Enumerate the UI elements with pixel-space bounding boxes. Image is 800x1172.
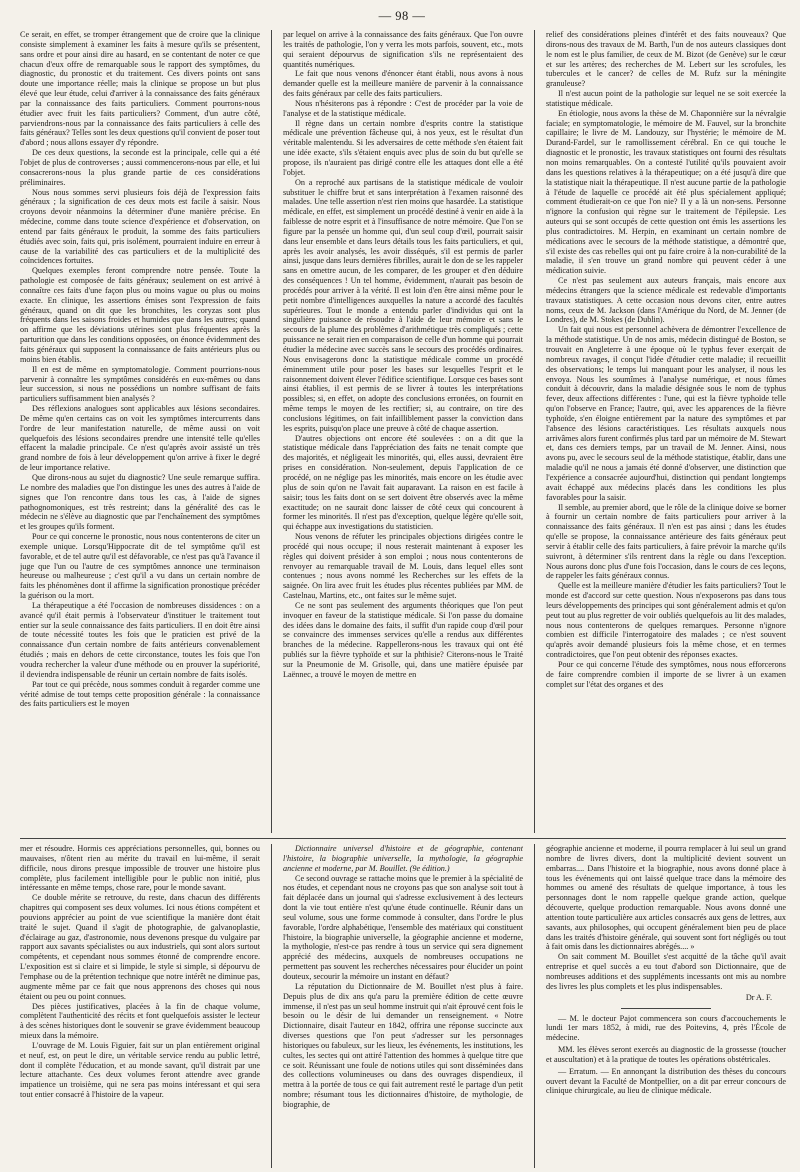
column-1-bottom: [20, 844, 260, 1168]
paragraph: Il semble, au premier abord, que le rôle de la clinique doive se borner à fournir un certain nombre de faits particuliers pour arriver à la connaissance des faits généraux. Il n'en est pas ainsi ; dans les études qu'elle se propose, la connaissance antérieure des faits généraux peut servir à établir celle des faits particuliers, à faire prévoir la marche qu'ils suivront, à déterminer s'ils rentrent dans la règle ou dans l'exception. Nous aurons donc plus d'une fois l'occasion, dans le cours de ces leçons, de rappeler les faits généraux connus.: [546, 502, 786, 581]
column-2-top: [283, 30, 523, 833]
column-3-top: [546, 30, 786, 833]
paragraph: Il en est de même en symptomatologie. Comment pourrions-nous parvenir à connaître les symptômes considérés en eux-mêmes ou dans leur succession, si nous ne possédions un nombre suffisant de faits particuliers suffisamment bien analysés ?: [20, 364, 260, 404]
paragraph: La thérapeutique a été l'occasion de nombreuses dissidences : on a avancé qu'il était permis à l'observateur d'instituer le traitement tout entier sur la seule connaissance des faits particuliers. Il en doit être ainsi de toute nécessité toutes les fois que le praticien est privé de la connaissance d'un certain nombre de faits antérieurs convenablement étudiés ; mais en dehors de cette circonstance, toutes les fois que l'on voudra rechercher la valeur d'une méthode ou en prouver la supériorité, il deviendra indispensable de réunir un certain nombre de faits isolés.: [20, 600, 260, 679]
paragraph: Ce second ouvrage se rattache moins que le premier à la spécialité de nos études, et cependant nous ne croyons pas que son analyse soit tout à fait déplacée dans un journal qui s'adresse exclusivement à des lecteurs dont la vie tout entière n'est qu'une étude continuelle. Réunir dans un seul volume, sous une forme commode à consulter, dans l'ordre le plus favorable, l'ordre alphabétique, l'ensemble des matériaux qui constituent l'histoire, la biographie universelle, la géographie ancienne et moderne, la mythologie, n'est-ce pas rendre à tous un service qui sera dignement apprécié des médecins, auxquels de nombreuses occupations ne permettent pas souvent les recherches nécessaires pour élucider un point douteux, secourir la mémoire un instant en défaut?: [283, 873, 523, 981]
paragraph: Le fait que nous venons d'énoncer étant établi, nous avons à nous demander quelle est la meilleure manière de parvenir à la connaissance des faits généraux par celle des faits particuliers.: [283, 69, 523, 99]
paragraph: Nous venons de réfuter les principales objections dirigées contre le procédé qui nous occupe; il nous resterait maintenant à exposer les règles qui doivent présider à son emploi ; nous nous contenterons de renvoyer au remarquable travail de M. Louis, dans lequel elles sont contenues ; nous avons nommé les Recherches sur les effets de la saignée. On lira avec fruit les études plus récentes publiées par MM. de Castelnau, Martins, etc., ont faites sur le même sujet.: [283, 532, 523, 601]
paragraph: Quelle est la meilleure manière d'étudier les faits particuliers? Tout le monde est d'accord sur cette question. Nous n'exposerons pas dans tous leurs développements des principes qui sont généralement admis et qu'on peut tout au plus regretter de voir oubliés quelquefois au lit des malades, nous nous contenterons de quelques remarques. Personne n'ignore combien est difficile l'interrogatoire des malades ; ce n'est souvent qu'après avoir demandé plusieurs fois la même chose, et en termes contradictoires, que l'on peut obtenir des réponses exactes.: [546, 581, 786, 660]
paragraph: Par tout ce qui précède, nous sommes conduit à regarder comme une vérité admise de tout temps cette proposition générale : la connaissance des faits particuliers est le moyen: [20, 679, 260, 709]
column-rule-4: [534, 844, 535, 1168]
author-signature: Dr A. F.: [745, 992, 772, 1002]
page-header: [22, 6, 782, 26]
column-rule-3: [271, 844, 272, 1168]
paragraph: Des pièces justificatives, placées à la fin de chaque volume, complètent l'authenticité des récits et font quelquefois assister le lecteur à des scènes historiques dont le souvenir se grave évidemment beaucoup mieux dans la mémoire.: [20, 1001, 260, 1041]
paragraph: Il n'est aucun point de la pathologie sur lequel ne se soit exercée la statistique médicale.: [546, 89, 786, 108]
paragraph: Nous n'hésiterons pas à répondre : C'est de procéder par la voie de l'analyse et de la statistique médicale.: [283, 98, 523, 118]
paragraph: Ce n'est pas seulement aux auteurs français, mais encore aux médecins étrangers que la science médicale est redevable d'importants travaux statistiques. A cette occasion nous devons citer, entre autres noms, ceux de M. Jackson (dans l'Amérique du Nord, de M. Jenner (de Londres), de M. Stokes (de Dublin).: [546, 276, 786, 325]
news-items: [546, 1014, 786, 1097]
news-divider: [621, 1008, 711, 1009]
paragraph: Pour ce qui concerne le pronostic, nous nous contenterons de citer un exemple unique. Lorsqu'Hippocrate dit de tel symptôme qu'il est favorable, et de tel autre qu'il est défavorable, ce n'est pas qu'à l'avance il juge que l'un ou l'autre de ces symptômes annonce une terminaison heureuse ou malheureuse ; c'est qu'il a vu dans un certain nombre de faits les phénomènes dont il affirme la signification pronostique précéder la guérison ou la mort.: [20, 532, 260, 601]
paragraph: Pour ce qui concerne l'étude des symptômes, nous nous efforcerons de faire comprendre combien il importe de se livrer à un examen complet sur l'état des organes et des: [546, 660, 786, 689]
paragraph: relief des considérations pleines d'intérêt et des faits nouveaux? Que dirons-nous des travaux de M. Barth, l'un de nos auteurs classiques dont le nom est le plus familier, de ceux de M. Bizot (de Genève) sur le cœur et sur les artères; des recherches de M. Lebert sur les scrofules, les tubercules et le cancer? de celles de M. Rufz sur la méningite granuleuse?: [546, 30, 786, 89]
paragraph: Ce double mérite se retrouve, du reste, dans chacun des différents chapitres qui composent ses deux volumes. Ici nous étions compétent et pouvions apprécier au point de vue scientifique la manière dont était traité le sujet. Quand il s'agit de photographie, de galvanoplastie, d'éclairage au gaz, d'astronomie, nous devenons presque du vulgaire par rapport aux savants spécialistes ou aux industriels, qui sont alors surtout compétents, et cependant nous sommes étonné de comprendre encore. L'exposition est si claire et si limpide, le style si simple, si dépourvu de l'emphase ou de la prétention technique que notre intérêt ne diminue pas, augmente même par ce fait que nous apprenons des choses qui nous étaient ou peu ou point connues.: [20, 893, 260, 1001]
paragraph: Nous nous sommes servi plusieurs fois déjà de l'expression faits généraux ; la signification de ces deux mots est facile à saisir. Nous croyons devoir néanmoins la déterminer d'une manière précise. En médecine, comme dans toute science d'expérience et d'observation, on entend par faits généraux le produit, la somme des faits particuliers étudiés avec soin, faits qui, pris isolément, pourraient induire en erreur à cause de la variabilité des cas particuliers et de la multiplicité des coïncidences fortuites.: [20, 187, 260, 266]
review-title: Dictionnaire universel d'histoire et de géographie, contenant l'histoire, la biographie universelle, la mythologie, la géographie ancienne et moderne, par M. Bouillet. (9e édition.): [283, 844, 523, 873]
column-rule-2: [534, 30, 535, 833]
column-rule-1: [271, 30, 272, 833]
section-divider: [20, 838, 786, 839]
paragraph: Ce ne sont pas seulement des arguments théoriques que l'on peut invoquer en faveur de la statistique médicale. Si l'on passe du domaine des idées dans le domaine des faits, il suffit d'un rapide coup d'œil pour se convaincre des immenses services qu'elle a rendus aux différentes branches de la médecine. Rappellerons-nous les travaux qui ont été publiés sur la fièvre typhoïde et sur la phthisie? Citerons-nous le Traité sur la Pneumonie de M. Grisolle, qui, dans une matière épuisée par Laënnec, a trouvé le moyen de mettre en: [283, 600, 523, 679]
paragraph: En étiologie, nous avons la thèse de M. Chaponnière sur la névralgie faciale; en symptomatologie, le mémoire de M. Fauvel, sur la bronchite capillaire; le livre de M. Landouzy, sur l'hystérie; le mémoire de M. Durand-Fardel, sur le ramollissement cérébral. En ce qui touche le diagnostic et le pronostic, les travaux statistiques ont fourni des résultats non moins remarquables. On a contesté l'utilité qu'ils pouvaient avoir dans les questions relatives à la thérapeutique; on a été jusqu'à dire que la statistique niait la thérapeutique. Il n'est aucune partie de la pathologie à l'étude de laquelle ce procédé ait été plus spécialement appliqué; comment étudierait-on ce que l'on nie? Il y a là un non-sens. Personne n'ignore la confusion qui règne sur le traitement de l'épilepsie. Les auteurs qui se sont occupés de cette question ont émis les assertions les plus contradictoires. M. Herpin, en examinant un certain nombre de médications avec le secours de la méthode statistique, a démontré que, s'il existe des cas rebelles qui ont pu faire croire à la non-curabilité de la maladie, il s'en trouve un grand nombre qui peuvent céder à une médication suivie.: [546, 108, 786, 276]
paragraph: Il règne dans un certain nombre d'esprits contre la statistique médicale une prévention fâcheuse qui, à nos yeux, est le résultat d'un véritable malentendu. Si les adversaires de cette méthode s'en étaient fait une idée exacte, s'ils s'étaient enquis avec plus de soin du but qu'elle se propose, ils n'auraient pas dirigé contre elle les attaques dont elle a été l'objet.: [283, 118, 523, 177]
paragraph: On sait comment M. Bouillet s'est acquitté de la tâche qu'il avait entreprise et quel succès a eu tout d'abord son Dictionnaire, que de nombreuses additions et des suppléments incessants ont mis au nombre des livres les plus complets et les plus indispensables.: [546, 952, 786, 991]
news-item: MM. les élèves seront exercés au diagnostic de la grossesse (toucher et auscultation) et à la pratique de toutes les opérations obstétricales.: [546, 1045, 786, 1064]
paragraph: géographie ancienne et moderne, il pourra remplacer à lui seul un grand nombre de livres divers, dont la multiplicité devient souvent un embarras.... Dans l'histoire et la biographie, nous avons donné place à tous les événements qui ont laissé quelque trace dans la mémoire des hommes ou amené des résultats de quelque importance, à tous les personnages dont le nom rappelle quelque grande action, quelque découverte, quelque production remarquable. Nous avons donné une attention toute particulière aux articles consacrés aux gens de lettres, aux savants, aux philosophes, qui occupent généralement bien peu de place dans les traités d'histoire générale, qui souvent sont fort négligés ou tout à fait omis dans les dictionnaires abrégés.... »: [546, 844, 786, 952]
paragraph: Ce serait, en effet, se tromper étrangement que de croire que la clinique consiste simplement à examiner les faits à mesure qu'ils se présentent, sans ordre et pour ainsi dire au hasard, en se contentant de noter ce que chacun d'eux offre de remarquable sous le rapport des symptômes, du diagnostic, du pronostic et du traitement. Ces divers points ont sans doute une importance réelle; mais la clinique se propose un but plus élevé que leur étude, celui d'arriver à la connaissance des faits généraux par la connaissance des faits particuliers. Comment pourrons-nous étudier avec fruit les faits particuliers? Comment, d'un autre côté, parviendrons-nous par la connaissance des faits particuliers à celle des faits généraux? Telles sont les deux questions qu'il convient de poser tout d'abord ; nous allons essayer d'y répondre.: [20, 30, 260, 148]
paragraph: Des réflexions analogues sont applicables aux lésions secondaires. De même qu'en certains cas on voit les symptômes intercurrents dans l'ordre de leur manifestation naturelle, de même aussi on voit quelquefois des lésions secondaires prendre une intensité telle qu'elles effacent la maladie principale. Ce n'est qu'après avoir assisté un très grand nombre de fois à leur développement qu'on arrive à fixer le degré de leur importance relative.: [20, 404, 260, 473]
paragraph: On a reproché aux partisans de la statistique médicale de vouloir substituer le chiffre brut et sans interprétation à l'examen raisonné des malades. Une telle assertion n'est rien moins que hasardée. La statistique médicale, en effet, est simplement un procédé destiné à venir en aide à la faiblesse de notre esprit et à l'insuffisance de notre mémoire. Que l'on se figure par la pensée un homme qui, d'un seul coup d'œil, pourrait saisir dans leur ensemble et dans leurs détails tous les faits particuliers, et qui, après les avoir analysés, les avoir disséqués, s'il est permis de parler ainsi, jusque dans leurs dernières fibrilles, aurait le don de se les rappeler sans en omettre aucun, de les comparer, de les grouper et d'en déduire des conséquences ! Un tel homme, évidemment, n'aurait pas besoin de procédés pour arriver à la vérité. Il est loin d'en être ainsi même pour le petit nombre d'intelligences auxquelles la nature a accordé des facultés supérieures. Tout le monde a entendu parler d'individus qui ont la singulière puissance de résoudre à l'aide de leur mémoire et sans le secours de la plume des problèmes d'arithmétique très compliqués ; cette puissance ne serait rien en comparaison de celle d'un homme qui pourrait étudier la médecine avec succès sans le secours des procédés ordinaires. Nous envisagerons donc la statistique médicale comme un procédé éminemment utile pour poser les bases sur lesquelles l'esprit et le raisonnement doivent élever l'édifice scientifique. Lorsque ces bases sont ainsi établies, il est permis de se livrer à toutes les interprétations possibles; si, en effet, on adopte des conclusions erronées, on fournit en même temps le moyen de les rectifier; si, au contraire, on tire des conclusions légitimes, on fait infailliblement passer la conviction dans les esprits, puisqu'on place une preuve à côté de chaque assertion.: [283, 177, 523, 433]
paragraph: La réputation du Dictionnaire de M. Bouillet n'est plus à faire. Depuis plus de dix ans qu'a paru la première édition de cette œuvre immense, il n'est pas un seul homme instruit qui n'ait éprouvé cent fois le besoin ou le désir de lui demander un renseignement. « Notre Dictionnaire, disait l'auteur en 1842, offrira une réponse succincte aux diverses questions que l'on peut s'adresser sur les personnages historiques ou fabuleux, sur les lieux, les événements, les institutions, les cultes, les sectes qui ont attiré l'attention des hommes à quelque titre que ce soit. Réunissant une foule de notions utiles qui sont disséminées dans des collections volumineuses ou dans des ouvrages dispendieux, il mettra à la portée de tous ce qui fait autrement resté le partage d'un petit nombre; résumant tous les dictionnaires d'histoire, de mythologie, de biographie, de: [283, 981, 523, 1109]
paragraph: par lequel on arrive à la connaissance des faits généraux. Que l'on ouvre les traités de pathologie, l'on y verra les mots parfois, souvent, etc., mots qui seraient dépourvus de signification s'ils ne représentaient des quantités numériques.: [283, 30, 523, 69]
page-number: — 98 —: [378, 8, 426, 23]
paragraph: Quelques exemples feront comprendre notre pensée. Toute la pathologie est composée de faits généraux; seulement on est arrivé à connaître ces faits d'une façon plus ou moins vague ou plus ou moins exacte. En clinique, les assertions émises sont l'expression de faits généraux, quand on dit que les bronchites, les coryzas sont plus fréquents dans les saisons froides et humides que dans les autres; quand on affirme que les déviations utérines sont plus fréquentes après la parturition que dans les conditions opposées, on énonce évidemment des faits généraux qui supposent la connaissance de faits antérieurs plus ou moins bien établis.: [20, 266, 260, 364]
paragraph: mer et résoudre. Hormis ces appréciations personnelles, qui, bonnes ou mauvaises, n'ôtent rien au mérite du travail en lui-même, il serait difficile, nous dirons presque impossible de trouver une histoire plus complète, plus facilement intelligible pour le public non initié, plus intéressante en même temps, chose rare, pour le monde savant.: [20, 844, 260, 893]
paragraph: L'ouvrage de M. Louis Figuier, fait sur un plan entièrement original et neuf, est, on peut le dire, un véritable service rendu au public lettré, dont il complète l'éducation, et au monde savant, qu'il distrait par une lecture attachante. Ces deux volumes feront attendre avec grande impatience un troisième, qui ne sera pas moins intéressant et qui sera tout entier consacré à l'histoire de la vapeur.: [20, 1040, 260, 1100]
paragraph: Un fait qui nous est personnel achèvera de démontrer l'excellence de la méthode statistique. Un de nos amis, médecin distingué de Boston, se trouvait en Angleterre à une époque où le typhus fever exerçait de nombreux ravages, il conçut l'idée d'étudier cette maladie; il recueillit des observations; le temps lui manquant pour les analyser, il nous les envoya. Nous les soumîmes à l'analyse numérique, et nous fûmes conduit à découvrir, dans la maladie désignée sous le nom de typhus fever, deux affections différentes : l'une, qui est la fièvre typhoïde telle qu'on l'observe en France; l'autre, qui, avec les apparences de la fièvre typhoïde, s'en éloigne entièrement par la nature des symptômes et par l'absence des lésions caractéristiques. Les résultats auxquels nous arrivâmes alors furent confirmés plus tard par un mémoire de M. Stewart et, dans ces derniers temps, par un travail de M. Jenner. Ainsi, nous avons pu, avec le secours seul de la méthode statistique, établir, dans une maladie qu'il ne nous a jamais été donné d'observer, une distinction que l'expérience a consacrée aujourd'hui, distinction qui pendant longtemps avait échappé aux médecins placés dans les conditions les plus favorables pour la saisir.: [546, 325, 786, 502]
news-item: — M. le docteur Pajot commencera son cours d'accouchements le lundi 1er mars 1852, à midi, rue des Poitevins, 4, près l'École de médecine.: [546, 1013, 786, 1043]
column-3-bottom: [546, 844, 786, 1168]
paragraph: D'autres objections ont encore été soulevées : on a dit que la statistique médicale dans l'appréciation des faits ne tenait compte que des majorités, et négligeait les minorités, qui, elles aussi, devraient être prises en considération. Non-seulement, depuis l'application de ce procédé, on ne néglige pas les minorités, mais encore on les étudie avec plus de soin qu'on ne l'avait fait auparavant. La raison en est facile à saisir; tous les faits dont on se sert doivent être observés avec la même exactitude; on ne saurait donc laisser de côté ceux qui concourent à former les minorités. Il n'est pas d'exception, quelque légère qu'elle soit, qui échappe aux investigations du statisticien.: [283, 433, 523, 532]
paragraph: De ces deux questions, la seconde est la principale, celle qui a été l'objet de plus de controverses ; aussi commencerons-nous par elle, et lui consacrerons-nous la plus grande partie de ces considérations préliminaires.: [20, 148, 260, 187]
news-item: — Erratum. — En annonçant la distribution des thèses du concours ouvert devant la Faculté de Montpellier, on a dit par erreur concours de clinique chirurgicale, au lieu de clinique médicale.: [546, 1066, 786, 1096]
column-1-top: [20, 30, 260, 833]
paragraph: Que dirons-nous au sujet du diagnostic? Une seule remarque suffira. Le nombre des maladies que l'on distingue les unes des autres à l'aide de signes que l'on rencontre dans tous les cas, à l'aide de signes pathognomoniques, est très restreint; dans la généralité des cas le médecin ne s'élève au diagnostic que par l'enchaînement des symptômes et les groupes qu'ils forment.: [20, 472, 260, 532]
column-2-bottom: [283, 844, 523, 1168]
